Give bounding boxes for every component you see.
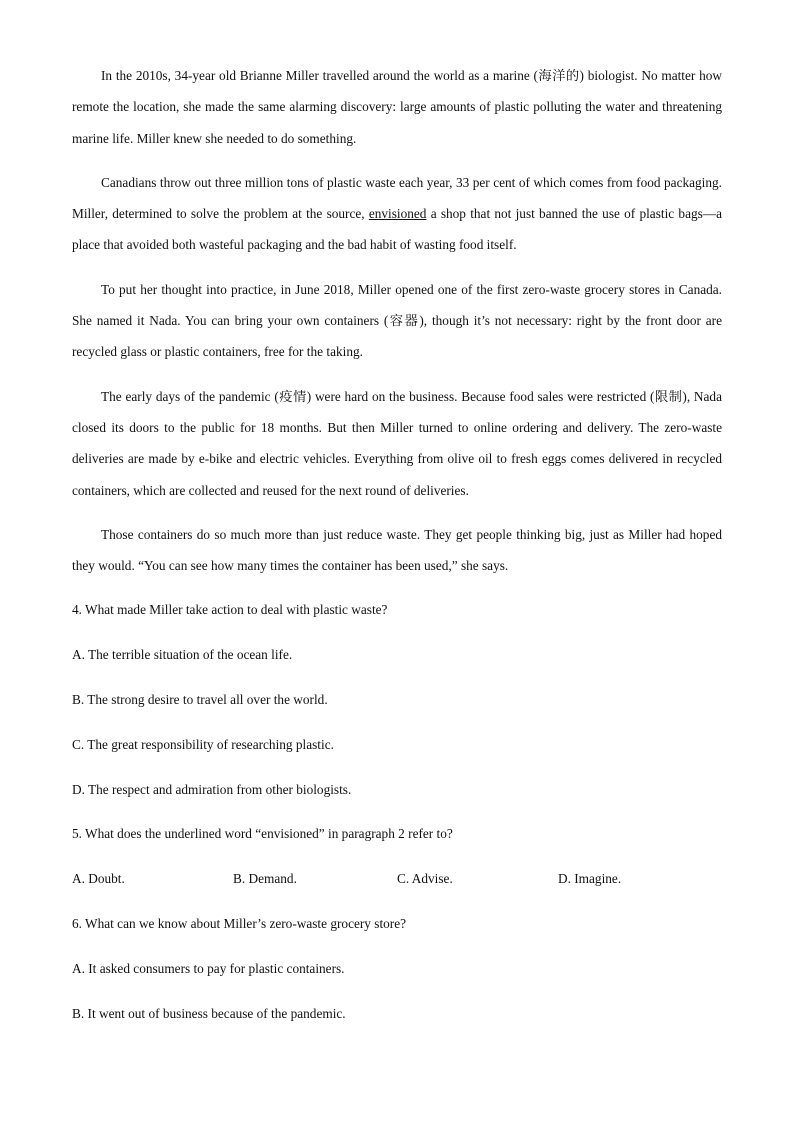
question-6-stem: 6. What can we know about Miller’s zero-waste grocery store? [72, 916, 407, 932]
paragraph-2-text-before: Canadians throw out three million tons of plastic waste each year, 33 per cent of which comes from food packaging. Miller, determined to solve the problem at the source, [72, 174, 722, 222]
question-6-option-a: A. It asked consumers to pay for plastic containers. [72, 960, 345, 976]
question-5-option-d: D. Imagine. [558, 871, 622, 887]
document-page [72, 60, 722, 1042]
passage-paragraph-4: The early days of the pandemic (疫情) were hard on the business. Because food sales were restricted (限制), Nada closed its doors to the public for 18 months. But then Miller turned to online ordering and delivery. The zero-waste deliveries are made by e-bike and electric vehicles. Everything from olive oil to fresh eggs comes delivered in recycled containers, which are collected and reused for the next round of deliveries. [72, 388, 722, 498]
passage-paragraph-5: Those containers do so much more than just reduce waste. They get people thinking big, just as Miller had hoped they would. “You can see how many times the container has been used,” she says. [72, 526, 722, 574]
question-5-option-a: A. Doubt. [72, 871, 125, 887]
question-4-option-c: C. The great responsibility of researching plastic. [72, 736, 334, 752]
question-5-options [72, 863, 722, 908]
paragraph-2-text-after: a shop that not just banned the use of plastic bags—a place that avoided both wasteful packaging and the bad habit of wasting food itself. [72, 206, 722, 253]
question-5-stem: 5. What does the underlined word “envisioned” in paragraph 2 refer to? [72, 826, 453, 842]
question-6-option-b: B. It went out of business because of the pandemic. [72, 1005, 346, 1021]
passage-paragraph-1: In the 2010s, 34-year old Brianne Miller travelled around the world as a marine (海洋的) biologist. No matter how remote the location, she made the same alarming discovery: large amounts of plastic polluting the water and threatening marine life. Miller knew she needed to do something. [72, 68, 722, 146]
question-5-option-b: B. Demand. [233, 871, 297, 887]
question-4-option-d: D. The respect and admiration from other biologists. [72, 781, 352, 797]
passage-paragraph-3: To put her thought into practice, in June 2018, Miller opened one of the first zero-waste grocery stores in Canada. She named it Nada. You can bring your own containers (容器), though it’s not necessary: right by the front door are recycled glass or plastic containers, free for the taking. [72, 281, 722, 360]
question-4-option-a: A. The terrible situation of the ocean life. [72, 647, 293, 663]
passage-paragraph-2 [72, 167, 722, 261]
question-4-option-b: B. The strong desire to travel all over the world. [72, 692, 328, 708]
underlined-word: envisioned [368, 206, 427, 222]
question-5-option-c: C. Advise. [397, 871, 453, 887]
question-4-stem: 4. What made Miller take action to deal with plastic waste? [72, 602, 388, 618]
